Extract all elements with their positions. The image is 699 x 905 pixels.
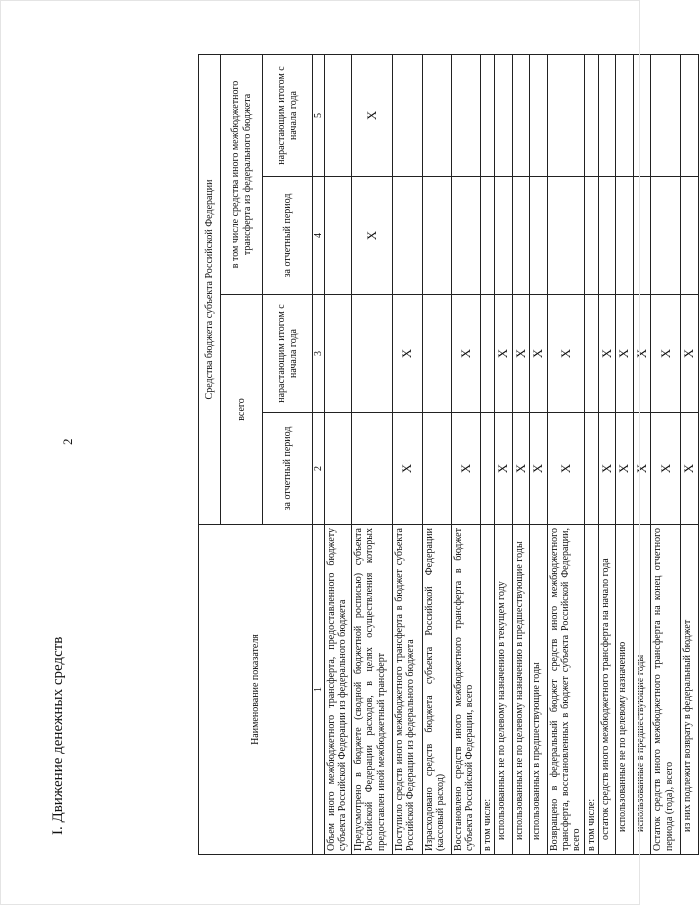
page-number: 2: [60, 438, 75, 445]
row-label: использованные в предшествующие годы: [633, 525, 651, 855]
col4-period-header: за отчетный период: [263, 177, 313, 295]
row-cell: [423, 54, 452, 176]
row-label: Объем иного межбюджетного трансферта, предоставленного бюджету субъекта Российской Федерации из федерального бюджета: [325, 525, 352, 855]
table-row: [495, 54, 513, 854]
table-row: [681, 54, 699, 854]
row-cell: X: [352, 54, 393, 176]
row-label: остаток средств иного межбюджетного трансферта на начало года: [598, 525, 616, 855]
row-cell: X: [512, 295, 530, 413]
row-cell: [548, 54, 585, 176]
row-cell: X: [495, 413, 513, 525]
column-number: 5: [313, 54, 325, 176]
row-label: использованных в предшествующие годы: [530, 525, 548, 855]
row-cell: [584, 413, 598, 525]
table-row: [633, 54, 651, 854]
row-label: из них подлежит возврату в федеральный бюджет: [681, 525, 699, 855]
row-cell: [352, 413, 393, 525]
table-row: [651, 54, 681, 854]
column-number: 3: [313, 295, 325, 413]
section-title: I. Движение денежных средств: [50, 636, 66, 835]
row-label: использованных не по целевому назначению в текущем году: [495, 525, 513, 855]
funds-header: Средства бюджета субъекта Российской Федерации: [199, 54, 221, 524]
row-label: в том числе:: [481, 525, 495, 855]
row-cell: [584, 54, 598, 176]
row-cell: [495, 54, 513, 176]
total-header: всего: [221, 295, 263, 525]
table-row: [584, 54, 598, 854]
row-cell: X: [452, 413, 481, 525]
movement-of-funds-table: [198, 54, 699, 855]
row-cell: [452, 177, 481, 295]
row-cell: [352, 295, 393, 413]
row-cell: [530, 177, 548, 295]
row-cell: [681, 177, 699, 295]
row-cell: X: [681, 295, 699, 413]
row-cell: X: [495, 295, 513, 413]
row-label: использованные не по целевому назначению: [616, 525, 634, 855]
row-cell: [512, 54, 530, 176]
row-cell: [393, 177, 423, 295]
row-cell: [325, 413, 352, 525]
row-cell: [481, 177, 495, 295]
row-label: Предусмотрено в бюджете (сводной бюджетной росписью) субъекта Российской Федерации расходов, в целях осуществления которых предоставлен иной межбюджетный трансферт: [352, 525, 393, 855]
row-cell: X: [548, 295, 585, 413]
row-cell: [598, 177, 616, 295]
row-cell: X: [651, 413, 681, 525]
row-cell: [452, 54, 481, 176]
row-cell: X: [452, 295, 481, 413]
movement-of-funds-table-container: [198, 55, 697, 855]
row-label: Возвращено в федеральный бюджет средств иного межбюджетного трансферта, восстановленных в бюджет субъекта Российской Федерации, всего: [548, 525, 585, 855]
col3-ytd-header: нарастающим итогом с начала года: [263, 295, 313, 413]
row-cell: X: [530, 295, 548, 413]
row-cell: [495, 177, 513, 295]
row-label: Поступило средств иного межбюджетного трансферта в бюджет субъекта Российской Федерации из федерального бюджета: [393, 525, 423, 855]
table-row: [548, 54, 585, 854]
column-number: 1: [313, 525, 325, 855]
table-row: [616, 54, 634, 854]
row-cell: [584, 177, 598, 295]
row-cell: X: [393, 295, 423, 413]
row-cell: [393, 54, 423, 176]
row-cell: X: [512, 413, 530, 525]
row-cell: [512, 177, 530, 295]
row-cell: X: [633, 413, 651, 525]
row-label: использованных не по целевому назначению в предшествующие годы: [512, 525, 530, 855]
row-cell: X: [548, 413, 585, 525]
row-label: Остаток средств иного межбюджетного трансферта на конец отчетного периода (года), всего: [651, 525, 681, 855]
row-cell: X: [633, 295, 651, 413]
table-row: [325, 54, 352, 854]
row-cell: X: [598, 295, 616, 413]
row-cell: [633, 54, 651, 176]
row-cell: X: [530, 413, 548, 525]
row-cell: [423, 295, 452, 413]
row-label: в том числе:: [584, 525, 598, 855]
table-row: [530, 54, 548, 854]
table-row: [452, 54, 481, 854]
column-number: 4: [313, 177, 325, 295]
row-cell: [633, 177, 651, 295]
row-cell: X: [681, 413, 699, 525]
row-cell: X: [616, 295, 634, 413]
row-cell: [481, 54, 495, 176]
column-number: 2: [313, 413, 325, 525]
table-row: [423, 54, 452, 854]
interbudget-header: в том числе средства иного межбюджетного трансферта из федерального бюджета: [221, 54, 263, 294]
row-cell: [423, 413, 452, 525]
row-cell: X: [651, 295, 681, 413]
table-row: [352, 54, 393, 854]
row-cell: [481, 413, 495, 525]
col5-ytd-header: нарастающим итогом с начала года: [263, 54, 313, 176]
row-cell: [598, 54, 616, 176]
table-row: [481, 54, 495, 854]
row-cell: [423, 177, 452, 295]
row-label: Восстановлено средств иного межбюджетного трансферта в бюджет субъекта Российской Федерации, всего: [452, 525, 481, 855]
row-cell: X: [393, 413, 423, 525]
row-cell: [616, 177, 634, 295]
row-cell: X: [598, 413, 616, 525]
indicator-header: Наименование показателя: [199, 525, 313, 855]
row-cell: [584, 295, 598, 413]
table-row: [598, 54, 616, 854]
row-cell: [325, 295, 352, 413]
col2-period-header: за отчетный период: [263, 413, 313, 525]
table-row: [393, 54, 423, 854]
row-cell: [616, 54, 634, 176]
row-label: Израсходовано средств бюджета субъекта Российской Федерации (кассовый расход): [423, 525, 452, 855]
row-cell: [530, 54, 548, 176]
table-row: [512, 54, 530, 854]
row-cell: [481, 295, 495, 413]
row-cell: X: [352, 177, 393, 295]
row-cell: [651, 177, 681, 295]
row-cell: [681, 54, 699, 176]
row-cell: X: [616, 413, 634, 525]
row-cell: [325, 177, 352, 295]
row-cell: [548, 177, 585, 295]
row-cell: [325, 54, 352, 176]
row-cell: [651, 54, 681, 176]
